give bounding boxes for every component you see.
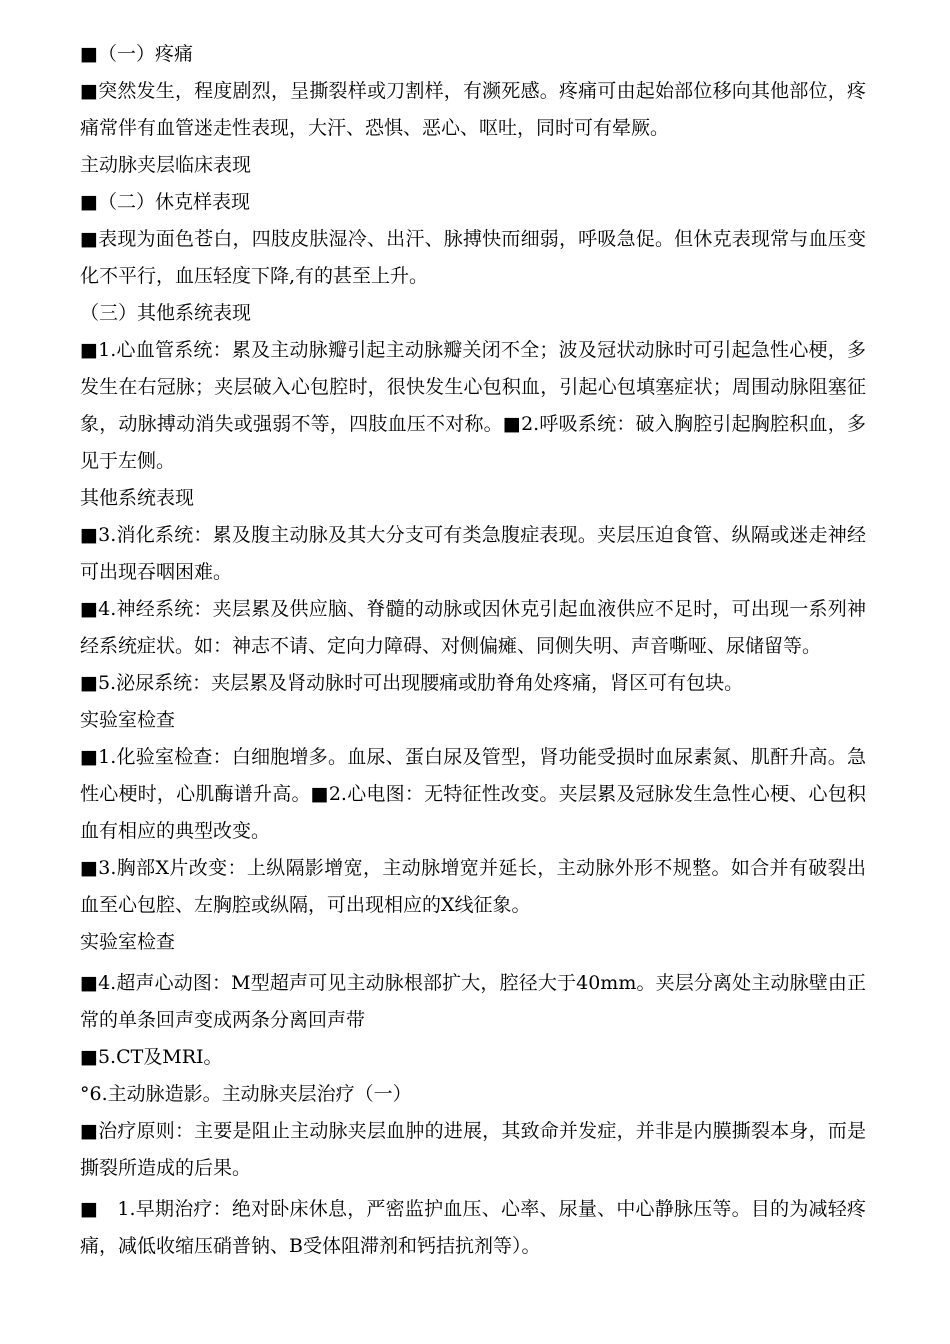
paragraph-treatment-principle: ■治疗原则：主要是阻止主动脉夹层血肿的进展，其致命并发症，并非是内膜撕裂本身，而是撕裂所造成的后果。 (80, 1120, 866, 1179)
paragraph-xray: ■3.胸部X片改变：上纵隔影增宽，主动脉增宽并延长，主动脉外形不规整。如合并有破裂出血至心包腔、左胸腔或纵隔，可出现相应的X线征象。 (80, 857, 866, 916)
paragraph-cardio-respiratory: ■1.心血管系统：累及主动脉瓣引起主动脉瓣关闭不全；波及冠状动脉时可引起急性心梗，多发生在右冠脉；夹层破入心包腔时，很快发生心包积血，引起心包填塞症状；周围动脉阻塞征象，动脉搏动消失或强弱不等，四肢血压不对称。■2.呼吸系统：破入胸腔引起胸腔积血，多见于左侧。 (80, 339, 866, 472)
heading-shock: ■（二）休克样表现 (80, 191, 250, 213)
paragraph-urinary: ■5.泌尿系统：夹层累及肾动脉时可出现腰痛或肋脊角处疼痛，肾区可有包块。 (80, 672, 744, 694)
paragraph-nervous: ■4.神经系统：夹层累及供应脑、脊髓的动脉或因休克引起血液供应不足时，可出现一系列神经系统症状。如：神志不请、定向力障碍、对侧偏瘫、同侧失明、声音嘶哑、尿储留等。 (80, 598, 866, 657)
paragraph-ct-mri: ■5.CT及MRI。 (80, 1046, 223, 1068)
heading-pain: ■（一）疼痛 (80, 43, 193, 65)
paragraph-early-treatment: ■ 1.早期治疗：绝对卧床休息，严密监护血压、心率、尿量、中心静脉压等。目的为减轻疼痛，减低收缩压硝普钠、B受体阻滞剂和钙拮抗剂等）。 (80, 1198, 866, 1257)
paragraph-lab-ecg: ■1.化验室检查：白细胞增多。血尿、蛋白尿及管型，肾功能受损时血尿素氮、肌酐升高。急性心梗时，心肌酶谱升高。■2.心电图：无特征性改变。夹层累及冠脉发生急性心梗、心包积血有相应的典型改变。 (80, 746, 866, 842)
paragraph-shock: ■表现为面色苍白，四肢皮肤湿冷、出汗、脉搏快而细弱，呼吸急促。但休克表现常与血压变化不平行，血压轻度下降,有的甚至上升。 (80, 228, 866, 287)
section-title-other-systems: 其他系统表现 (80, 487, 195, 509)
section-title-lab-2: 实验室检查 (80, 931, 176, 953)
paragraph-pain: ■突然发生，程度剧烈，呈撕裂样或刀割样，有濒死感。疼痛可由起始部位移向其他部位，疼痛常伴有血管迷走性表现，大汗、恐惧、恶心、呕吐，同时可有晕厥。 (80, 80, 866, 139)
section-title-clinical: 主动脉夹层临床表现 (80, 154, 252, 176)
paragraph-digestive: ■3.消化系统：累及腹主动脉及其大分支可有类急腹症表现。夹层压迫食管、纵隔或迷走神经可出现吞咽困难。 (80, 524, 866, 583)
paragraph-echo: ■4.超声心动图：M型超声可见主动脉根部扩大，腔径大于40mm。夹层分离处主动脉壁由正常的单条回声变成两条分离回声带 (80, 972, 866, 1031)
heading-other-systems: （三）其他系统表现 (80, 302, 252, 324)
document-page (80, 36, 866, 1265)
paragraph-angiography: °6.主动脉造影。主动脉夹层治疗（一） (80, 1083, 412, 1105)
section-title-lab-1: 实验室检查 (80, 709, 176, 731)
